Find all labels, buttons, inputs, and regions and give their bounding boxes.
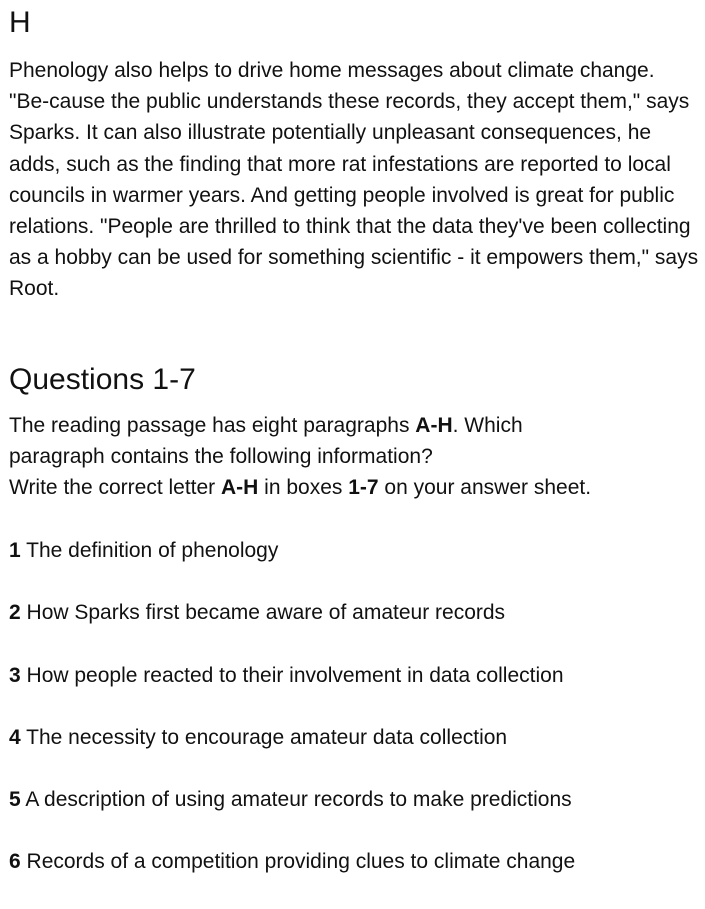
instructions-text: . Which bbox=[452, 414, 523, 437]
question-text: Records of a competition providing clues to climate change bbox=[26, 850, 576, 874]
question-number: 5 bbox=[9, 788, 21, 812]
question-item bbox=[9, 846, 699, 908]
question-item bbox=[9, 660, 699, 722]
instructions-line-1 bbox=[9, 410, 699, 441]
instructions-text: in boxes bbox=[258, 476, 349, 500]
instructions-line-2: paragraph contains the following information? bbox=[9, 445, 433, 469]
paragraph-range: A-H bbox=[415, 414, 453, 437]
question-item bbox=[9, 722, 699, 784]
question-item bbox=[9, 784, 699, 846]
question-number: 3 bbox=[9, 663, 21, 687]
instructions-text: The reading passage has eight paragraphs bbox=[9, 414, 416, 437]
questions-heading: Questions 1-7 bbox=[9, 363, 196, 396]
question-text: The necessity to encourage amateur data collection bbox=[26, 725, 508, 749]
instructions bbox=[9, 410, 699, 504]
instructions-text: on your answer sheet. bbox=[378, 476, 592, 500]
box-range: 1-7 bbox=[348, 476, 379, 500]
question-number: 1 bbox=[9, 539, 21, 562]
question-list bbox=[9, 535, 699, 909]
question-text: A description of using amateur records to make predictions bbox=[25, 788, 572, 812]
question-number: 2 bbox=[9, 601, 21, 625]
paragraph-text: Phenology also helps to drive home messages about climate change. "Be-cause the public understands these records, they accept them," says Sparks. It can also illustrate potentially unpleasant consequences, he adds, such as the finding that more rat infestations are reported to local councils in warmer years. And getting people involved is great for public relations. "People are thrilled to think that the data they've been collecting as a hobby can be used for something scientific - it empowers them," says Root. bbox=[9, 59, 699, 301]
question-text: The definition of phenology bbox=[26, 539, 279, 562]
paragraph-heading: H bbox=[9, 6, 31, 39]
question-text: How Sparks first became aware of amateur records bbox=[26, 601, 506, 625]
instructions-line-3 bbox=[9, 472, 699, 503]
question-text: How people reacted to their involvement in data collection bbox=[26, 663, 564, 687]
letter-range: A-H bbox=[221, 476, 259, 500]
question-number: 6 bbox=[9, 850, 21, 874]
question-item bbox=[9, 597, 699, 659]
question-number: 4 bbox=[9, 725, 21, 749]
instructions-text: Write the correct letter bbox=[9, 476, 222, 500]
question-item bbox=[9, 535, 699, 597]
